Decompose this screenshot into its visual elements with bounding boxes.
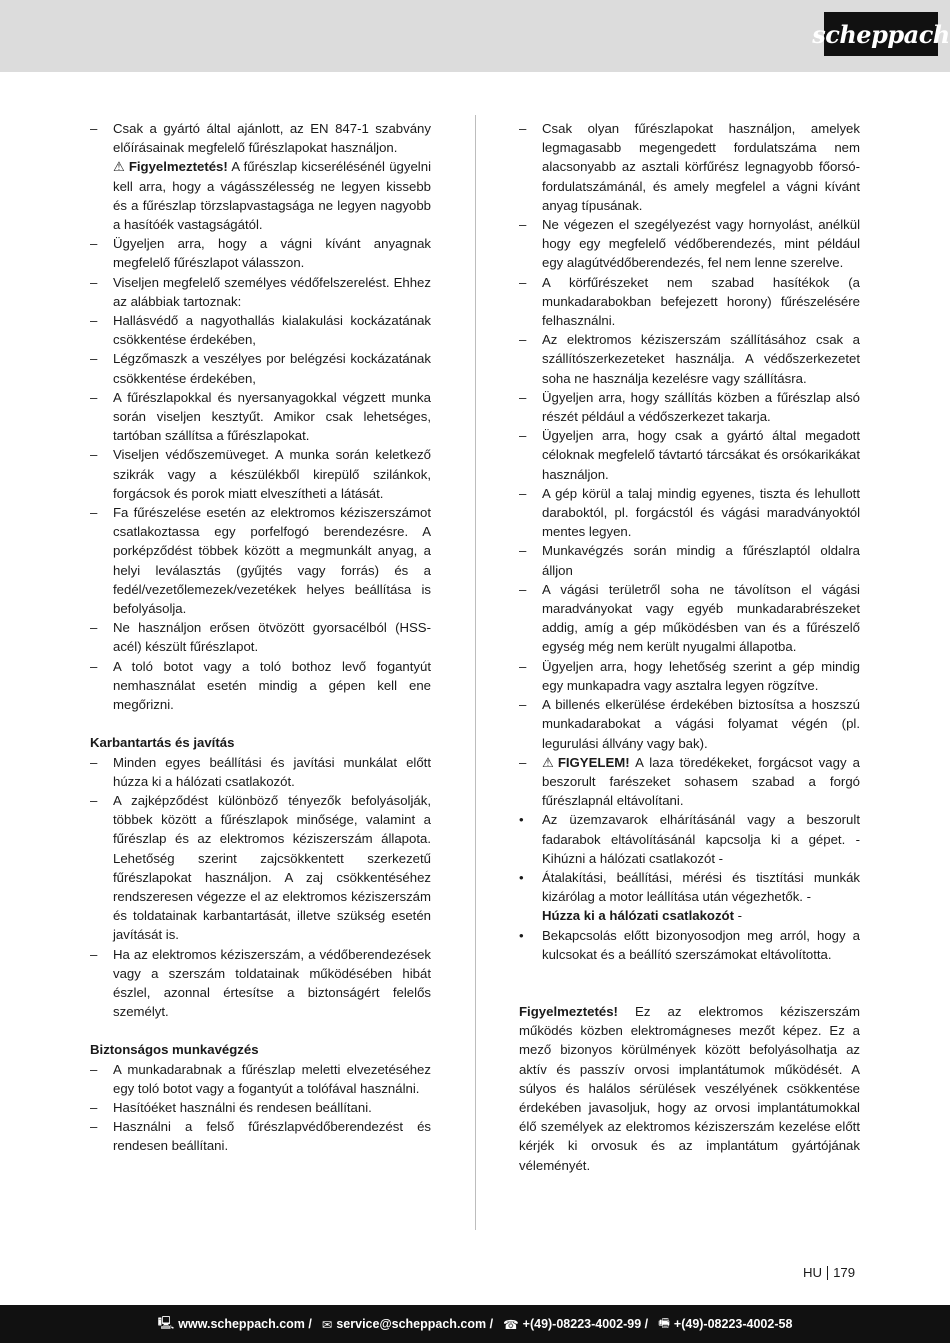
computer-icon: 🖳: [157, 1315, 175, 1330]
section-heading-maintenance: Karbantartás és javítás: [90, 735, 235, 751]
list-item: – Ha az elektromos kéziszerszám, a védőberendezések vagy a szerszám toldatainak működésében hibát észlel, azonnal értesítse a biztonságért felelős személyt.: [90, 946, 431, 1020]
footer-email[interactable]: service@scheppach.com /: [336, 1317, 494, 1331]
bullet-item: • Az üzemzavarok elhárításánál vagy a beszorult fadarabok eltávolításánál kapcsolja ki a gépet. - Kihúzni a hálózati csatlakozót -: [519, 812, 860, 866]
list-item: – Ügyeljen arra, hogy csak a gyártó által megadott céloknak megfelelő távtartó tárcsákat és orsókarikákat használjon.: [519, 428, 860, 482]
list-item: – A zajképződést különböző tényezők befolyásolják, többek között a fűrészlapok minősége, valamint a fűrészlap és az elektromos kéziszerszám állapota. Lehetőség szerint zajcsökkentett szerkezetű fűrészlapokat használjon. A zaj csökkentéséhez rendszeresen végezze el az elektromos kéziszerszám és toldatainak karbantartását, illetve szükség esetén javítását is.: [90, 792, 431, 943]
list-item: – Ügyeljen arra, hogy a vágni kívánt anyagnak megfelelő fűrészlapot válasszon.: [90, 236, 431, 271]
bullet-item: • Átalakítási, beállítási, mérési és tisztítási munkák kizárólag a motor leállítása után végezhetők. - Húzza ki a hálózati csatlakozót -: [519, 869, 860, 924]
email-icon: ✉: [321, 1317, 333, 1332]
scheppach-logo: scheppach: [824, 12, 938, 56]
list-item: – Munkavégzés során mindig a fűrészlaptól oldalra álljon: [519, 543, 860, 578]
list-item: – Légzőmaszk a veszélyes por belégzési kockázatának csökkentése érdekében,: [90, 351, 431, 386]
attention-label: FIGYELEM!: [557, 754, 630, 770]
list-item: – Hasítóéket használni és rendesen beállítani.: [90, 1099, 372, 1115]
footer-bar: [0, 1305, 950, 1343]
attention-text: A laza töredékeket, forgácsot vagy a beszorult farészeket sohasem szabad a forgó fűrészlapnál eltávolítani.: [542, 754, 861, 809]
list-item: – Csak olyan fűrészlapokat használjon, amelyek legmagasabb megengedett fordulatszáma nem alacsonyabb az asztali körfűrész legnagyobb főorsó-fordulatszámánál, és amely megfelel a vágni kívánt anyag típusának.: [519, 121, 860, 213]
list-item: – Használni a felső fűrészlapvédőberendezést és rendesen beállítani.: [90, 1119, 431, 1154]
list-item: – Ügyeljen arra, hogy lehetőség szerint a gép mindig egy munkapadra vagy asztalra legyen rögzítve.: [519, 658, 860, 693]
section-heading-safe-work: Biztonságos munkavégzés: [90, 1042, 259, 1058]
list-item: – Ügyeljen arra, hogy szállítás közben a fűrészlap alsó részét például a védőszerkezet takarja.: [519, 389, 860, 425]
header-band: [0, 0, 950, 72]
list-item: – A gép körül a talaj mindig egyenes, tiszta és lehullott daraboktól, pl. forgácstól és vágási maradványoktól mentes legyen.: [519, 485, 860, 540]
fax-icon: 🖷: [658, 1315, 670, 1330]
attention-item: – ⚠ FIGYELEM! A laza töredékeket, forgácsot vagy a beszorult farészeket sohasem szabad a forgó fűrészlapnál eltávolítani.: [519, 754, 861, 809]
list-item: – Ne végezen el szegélyezést vagy hornyolást, anélkül hogy egy megfelelő védőberendezés, mint például egy alagútvédőberendezés, fel nem lenne szerelve.: [519, 217, 860, 271]
phone-icon: ☎: [503, 1317, 519, 1332]
list-item: – Ne használjon erősen ötvözött gyorsacélból (HSS-acél) készült fűrészlapot.: [90, 620, 431, 655]
page-number-separator: [827, 1266, 828, 1280]
column-divider: [475, 115, 476, 1230]
final-warning-label: Figyelmeztetés!: [519, 1003, 618, 1019]
left-column: [90, 119, 431, 1156]
footer-fax: +(49)-08223-4002-58: [673, 1317, 793, 1331]
list-item: – Viseljen megfelelő személyes védőfelszerelést. Ehhez az alábbiak tartoznak:: [90, 274, 431, 309]
footer-website[interactable]: www.scheppach.com /: [178, 1317, 312, 1331]
bullet-item: • Bekapcsolás előtt bizonyosodjon meg arról, hogy a kulcsokat és a beállító szerszámokat eltávolította.: [519, 927, 860, 962]
right-column: [519, 119, 860, 1175]
warning-icon: ⚠: [542, 754, 554, 770]
list-item: – Csak a gyártó által ajánlott, az EN 847-1 szabvány előírásainak megfelelő fűrészlapokat használjon. ⚠ Figyelmeztetés! A fűrészlap kicserélésénél ügyelni kell arra, hogy a vágásszélesség ne legyen kissebb és a fűrészlap törzslapvastagsága ne legyen nagyobb a hasítóék vastagságától.: [90, 121, 432, 233]
list-item: – A toló botot vagy a toló bothoz levő fogantyút nemhasználat esetén mindig a gépen kell ene megőrizni.: [90, 658, 431, 713]
page-number: [803, 1265, 855, 1280]
list-item: – Hallásvédő a nagyothallás kialakulási kockázatának csökkentése érdekében,: [90, 313, 431, 348]
list-item: – Minden egyes beállítási és javítási munkálat előtt húzza ki a hálózati csatlakozót.: [90, 754, 431, 789]
language-code: HU: [803, 1265, 823, 1280]
list-item: – A munkadarabnak a fűrészlap meletti elvezetéséhez egy toló botot vagy a fogantyút a tolófával használni.: [90, 1061, 431, 1096]
list-item: – A vágási területről soha ne távolítson el vágási maradványokat vagy egyéb munkadarabrészeket addig, amíg a gép működésben van és a fűrészelő egység még nem került nyugalmi állapotba.: [519, 581, 860, 655]
list-item: – Fa fűrészelése esetén az elektromos kéziszerszámot csatlakoztassa egy porfelfogó berendezésre. A porképződést többek között a megmunkált anyag, a helyi leválasztás (gyűjtés vagy forrás) és a fedél/vezetőlemezek/vezetékek helyes beállítása is befolyásolja.: [90, 505, 431, 617]
page-number-value: 179: [833, 1265, 856, 1280]
list-item: – Az elektromos kéziszerszám szállításához csak a szállítószerkezeteket használja. A védőszerkezetet soha ne használja kezelésre vagy szállításra.: [519, 332, 860, 386]
warning-text: A fűrészlap kicserélésénél ügyelni kell arra, hogy a vágásszélesség ne legyen kissebb és a fűrészlap törzslapvastagsága ne legyen nagyobb a hasítóék vastagságától.: [113, 159, 432, 233]
list-item: – Viseljen védőszemüveget. A munka során keletkező szikrák vagy a készülékből kirepülő szilánkok, forgácsok és porok miatt elveszítheti a látását.: [90, 447, 431, 501]
footer-phone: +(49)-08223-4002-99 /: [522, 1317, 649, 1331]
list-item: – A fűrészlapokkal és nyersanyagokkal végzett munka során viseljen kesztyűt. Amikor csak lehetséges, tartóban szállítsa a fűrészlapokat.: [90, 389, 431, 444]
warning-icon: ⚠: [113, 159, 125, 175]
list-item: – A billenés elkerülése érdekében biztosítsa a hoszszú munkadarabokat a vágási folyamat végén (pl. legurulási állvány vagy bak).: [519, 697, 860, 751]
final-warning: [519, 1002, 860, 1175]
final-warning-text: Ez az elektromos kéziszerszám működés közben elektromágneses mezőt képez. Ez a mező bizonyos körülmények között befolyásolhatja az aktív és passzív orvosi implantátumok működését. A súlyos és halálos sérülések veszélyének csökkentése érdekében javasoljuk, hogy az orvosi implantátumokkal élő személyek az elektromos kéziszerszám kezelése előtt kérjék ki orvosuk és az implantátum gyártójának véleményét.: [519, 1003, 860, 1173]
list-item: – A körfűrészeket nem szabad hasítékok (a munkadarabokban befejezett horony) fűrészelésére felhasználni.: [519, 274, 860, 329]
warning-label: Figyelmeztetés!: [128, 159, 228, 175]
